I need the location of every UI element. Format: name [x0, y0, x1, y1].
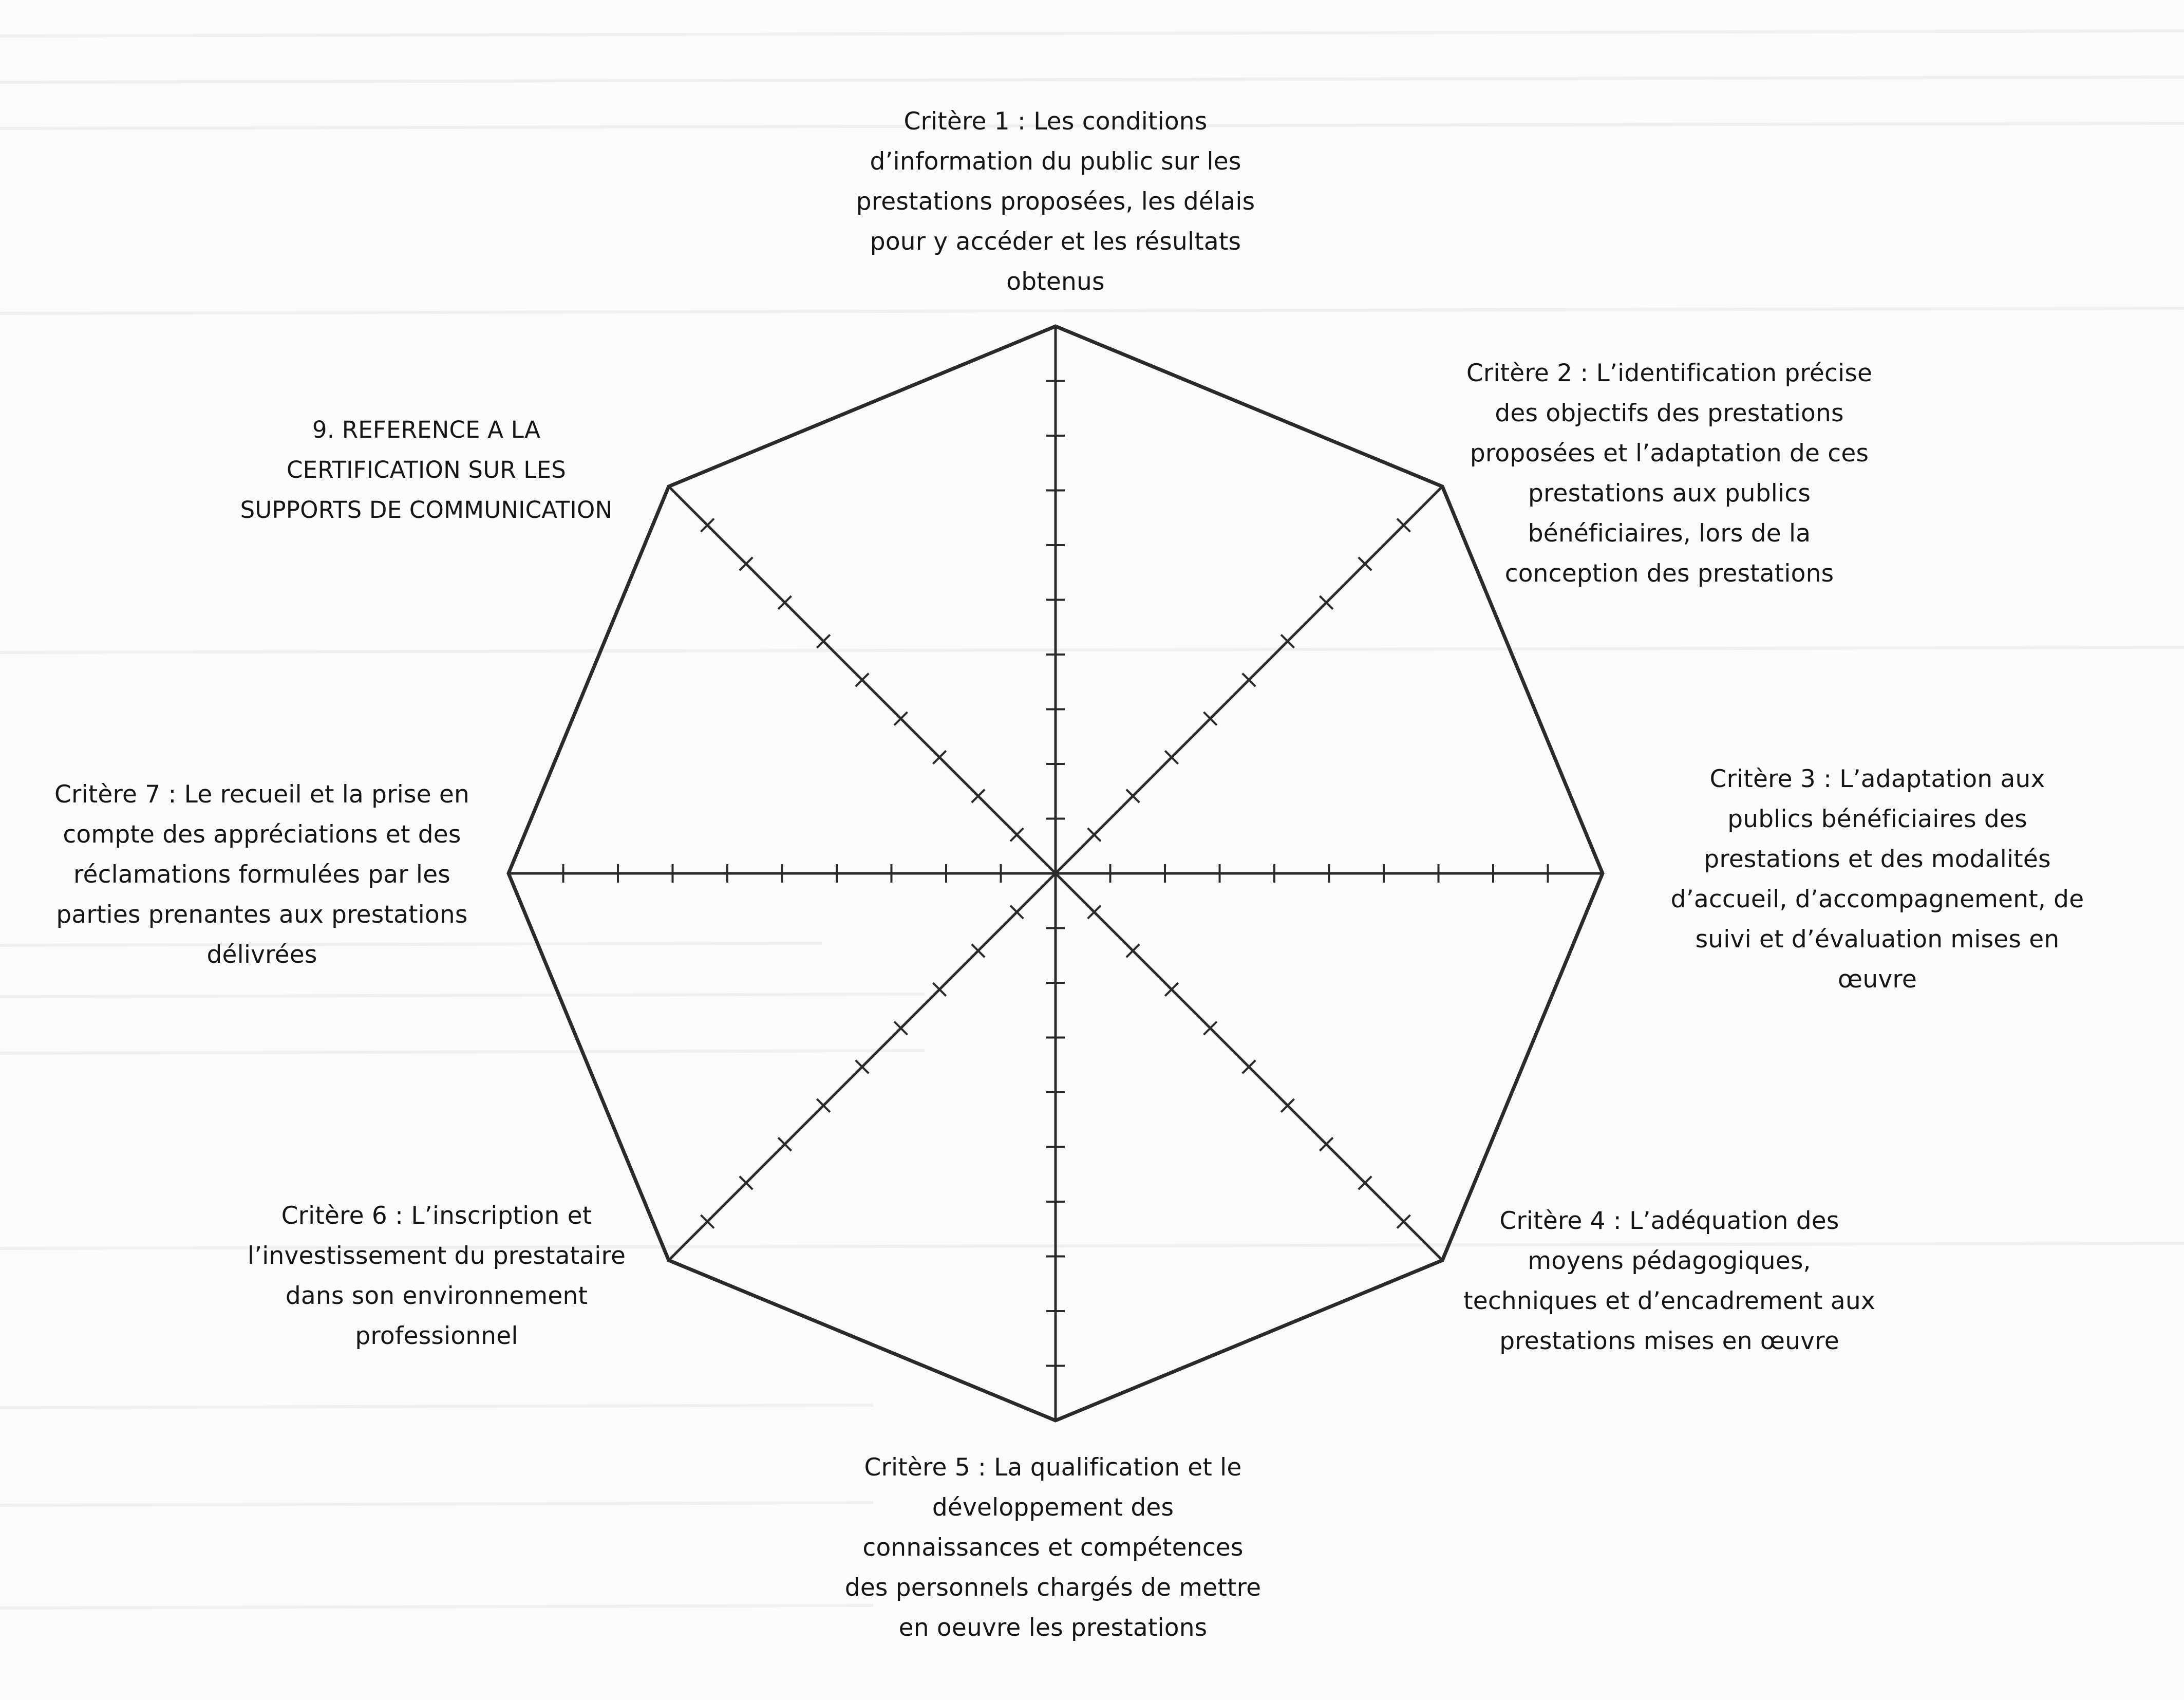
axis-label-criterion-5: Critère 5 : La qualification et le développement des connaissances et compétences des personnels chargés de mettre en oeuvre les prestations — [844, 1453, 1262, 1642]
axis-label-reference-certification: 9. REFERENCE A LA CERTIFICATION SUR LES SUPPORTS DE COMMUNICATION — [240, 416, 613, 524]
axis-label-criterion-4: Critère 4 : L’adéquation des moyens pédagogiques, techniques et d’encadrement aux prestations mises en œuvre — [1463, 1207, 1875, 1355]
axis-label-criterion-7: Critère 7 : Le recueil et la prise en compte des appréciations et des réclamations formulées par les parties prenantes aux prestations délivrées — [54, 780, 470, 969]
axis-label-criterion-2: Critère 2 : L’identification précise des objectifs des prestations proposées et l’adaptation de ces prestations aux publics bénéficiaires, lors de la conception des prestations — [1466, 359, 1873, 588]
axis-label-criterion-3: Critère 3 : L’adaptation aux publics bénéficiaires des prestations et des modalités d’accueil, d’accompagnement, de suivi et d’évaluation mises en œuvre — [1670, 765, 2084, 994]
axis-label-criterion-6: Critère 6 : L’inscription et l’investissement du prestataire dans son environnement professionnel — [247, 1202, 626, 1350]
axis-label-criterion-1: Critère 1 : Les conditions d’information du public sur les prestations proposées, les délais pour y accéder et les résultats obtenus — [856, 107, 1255, 296]
